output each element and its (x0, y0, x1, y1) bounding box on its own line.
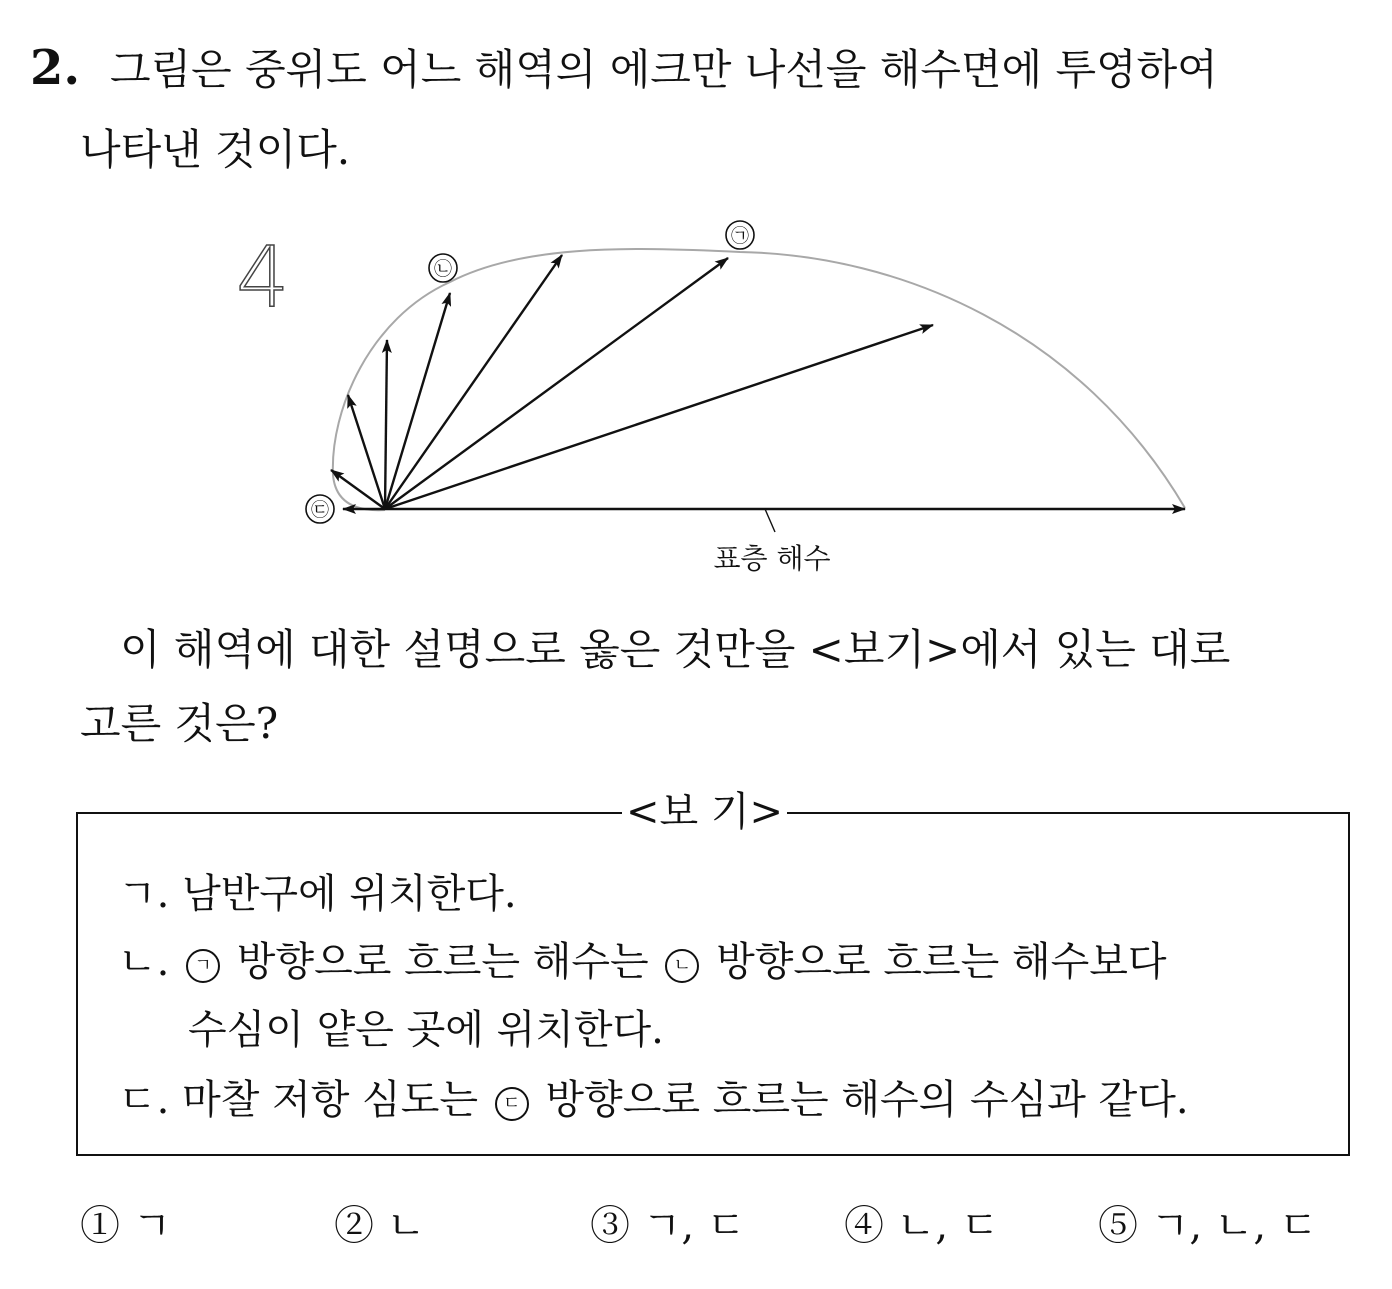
bogi-item-3-circle: ㄷ (495, 1087, 529, 1121)
current-arrow-2 (385, 255, 562, 509)
choice-2[interactable]: ② ㄴ (334, 1203, 426, 1249)
bogi-item-2-prefix: ㄴ. (118, 939, 170, 985)
current-arrow-1 (385, 325, 933, 509)
choice-1[interactable]: ① ㄱ (80, 1203, 172, 1249)
bogi-item-2-circle-b: ㄴ (665, 949, 699, 983)
question-stem-line-1: 그림은 중위도 어느 해역의 에크만 나선을 해수면에 투영하여 (110, 45, 1218, 94)
ekman-spiral-diagram (0, 0, 1392, 600)
bogi-item-1: ㄱ. 남반구에 위치한다. (118, 871, 517, 917)
current-arrow-5 (331, 470, 385, 509)
ekman-spiral-curve (333, 249, 1185, 510)
surface-water-label: 표층 해수 (713, 542, 831, 575)
choice-3[interactable]: ③ ㄱ, ㄷ (590, 1203, 746, 1249)
bogi-item-2-suffix: 방향으로 흐르는 해수보다 (716, 939, 1167, 985)
bogi-item-2-line-2: 수심이 얕은 곳에 위치한다. (188, 1007, 664, 1053)
bogi-item-3-suffix: 방향으로 흐르는 해수의 수심과 같다. (545, 1077, 1189, 1123)
label-circle-a: ㉠ (731, 226, 749, 247)
label-circle-b: ㉡ (434, 259, 452, 280)
current-arrow-4 (348, 395, 385, 509)
question-number: 2. (30, 40, 81, 96)
choice-5[interactable]: ⑤ ㄱ, ㄴ, ㄷ (1098, 1203, 1318, 1249)
current-arrow-3 (385, 340, 387, 509)
question-stem-line-2: 나타낸 것이다. (80, 125, 351, 174)
bogi-item-2-circle-a: ㄱ (186, 949, 220, 983)
choice-4[interactable]: ④ ㄴ, ㄷ (844, 1203, 1000, 1249)
bogi-item-3 (118, 1072, 1189, 1128)
current-arrow-b (385, 293, 450, 509)
label-circle-c: ㉢ (311, 500, 329, 521)
bogi-title: <보 기> (622, 786, 787, 838)
bogi-item-2 (118, 934, 1167, 990)
surface-label-leader (765, 509, 775, 532)
question-prompt-line-2: 고른 것은? (80, 699, 279, 748)
bogi-item-2-mid: 방향으로 흐르는 해수는 (236, 939, 649, 985)
current-arrow-a (385, 258, 728, 509)
page-number-mark: 4 (236, 228, 290, 326)
bogi-item-3-prefix: ㄷ. 마찰 저항 심도는 (118, 1077, 478, 1123)
question-prompt-line-1: 이 해역에 대한 설명으로 옳은 것만을 <보기>에서 있는 대로 (120, 625, 1231, 674)
